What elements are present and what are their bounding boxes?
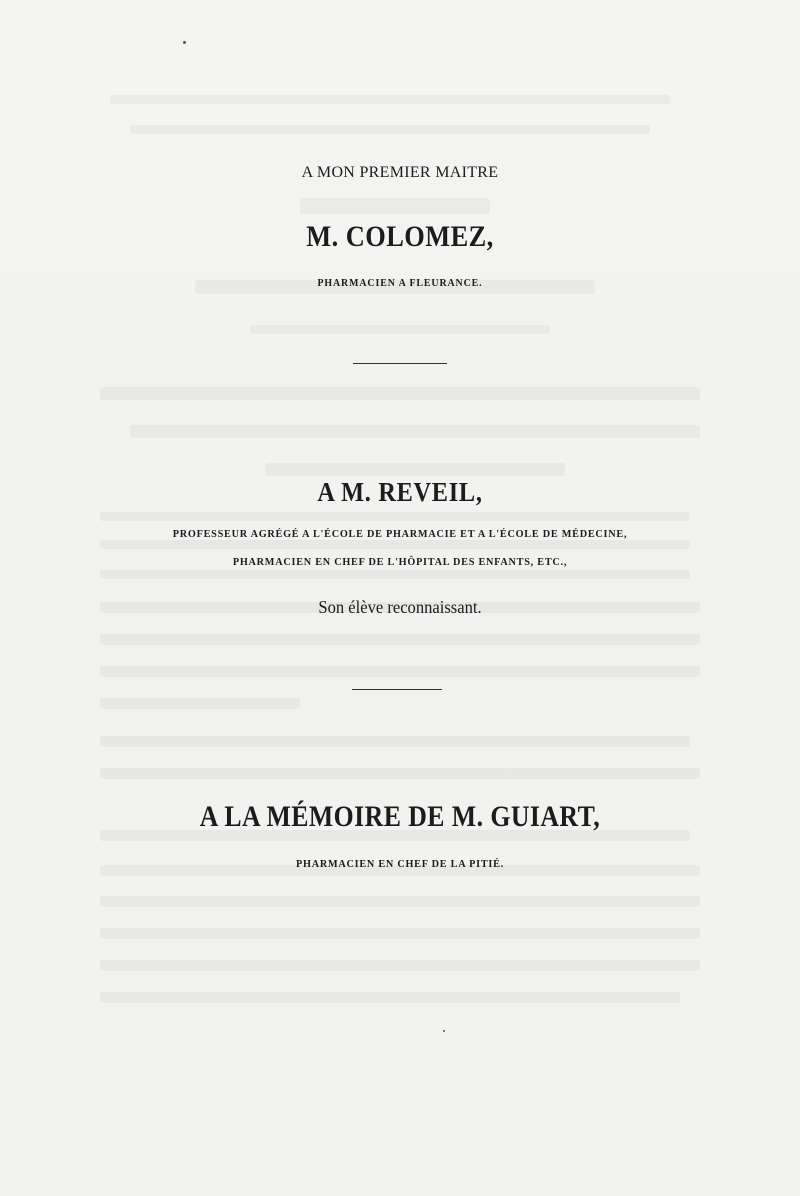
dedicatee-name-reveil: A M. REVEIL, [317,477,483,507]
dedicatee-title-reveil-line1: PROFESSEUR AGRÉGÉ A L'ÉCOLE DE PHARMACIE ET A L'ÉCOLE DE MÉDECINE, [172,528,628,540]
dedicatee-title-reveil-line2: PHARMACIEN EN CHEF DE L'HÔPITAL DES ENFANTS, ETC., [232,556,568,568]
dedication-closing: Son élève reconnaissant. [318,597,482,617]
separator-rule [352,689,442,690]
dedication-heading: A MON PREMIER MAITRE [301,164,499,181]
dedicatee-name-guiart: A LA MÉMOIRE DE M. GUIART, [199,800,601,833]
dedicatee-title-colomez: PHARMACIEN A FLEURANCE. [317,277,483,289]
dedicatee-name-colomez: M. COLOMEZ, [306,220,494,253]
separator-rule [353,363,447,364]
dedicatee-title-guiart: PHARMACIEN EN CHEF DE LA PITIÉ. [295,858,504,870]
